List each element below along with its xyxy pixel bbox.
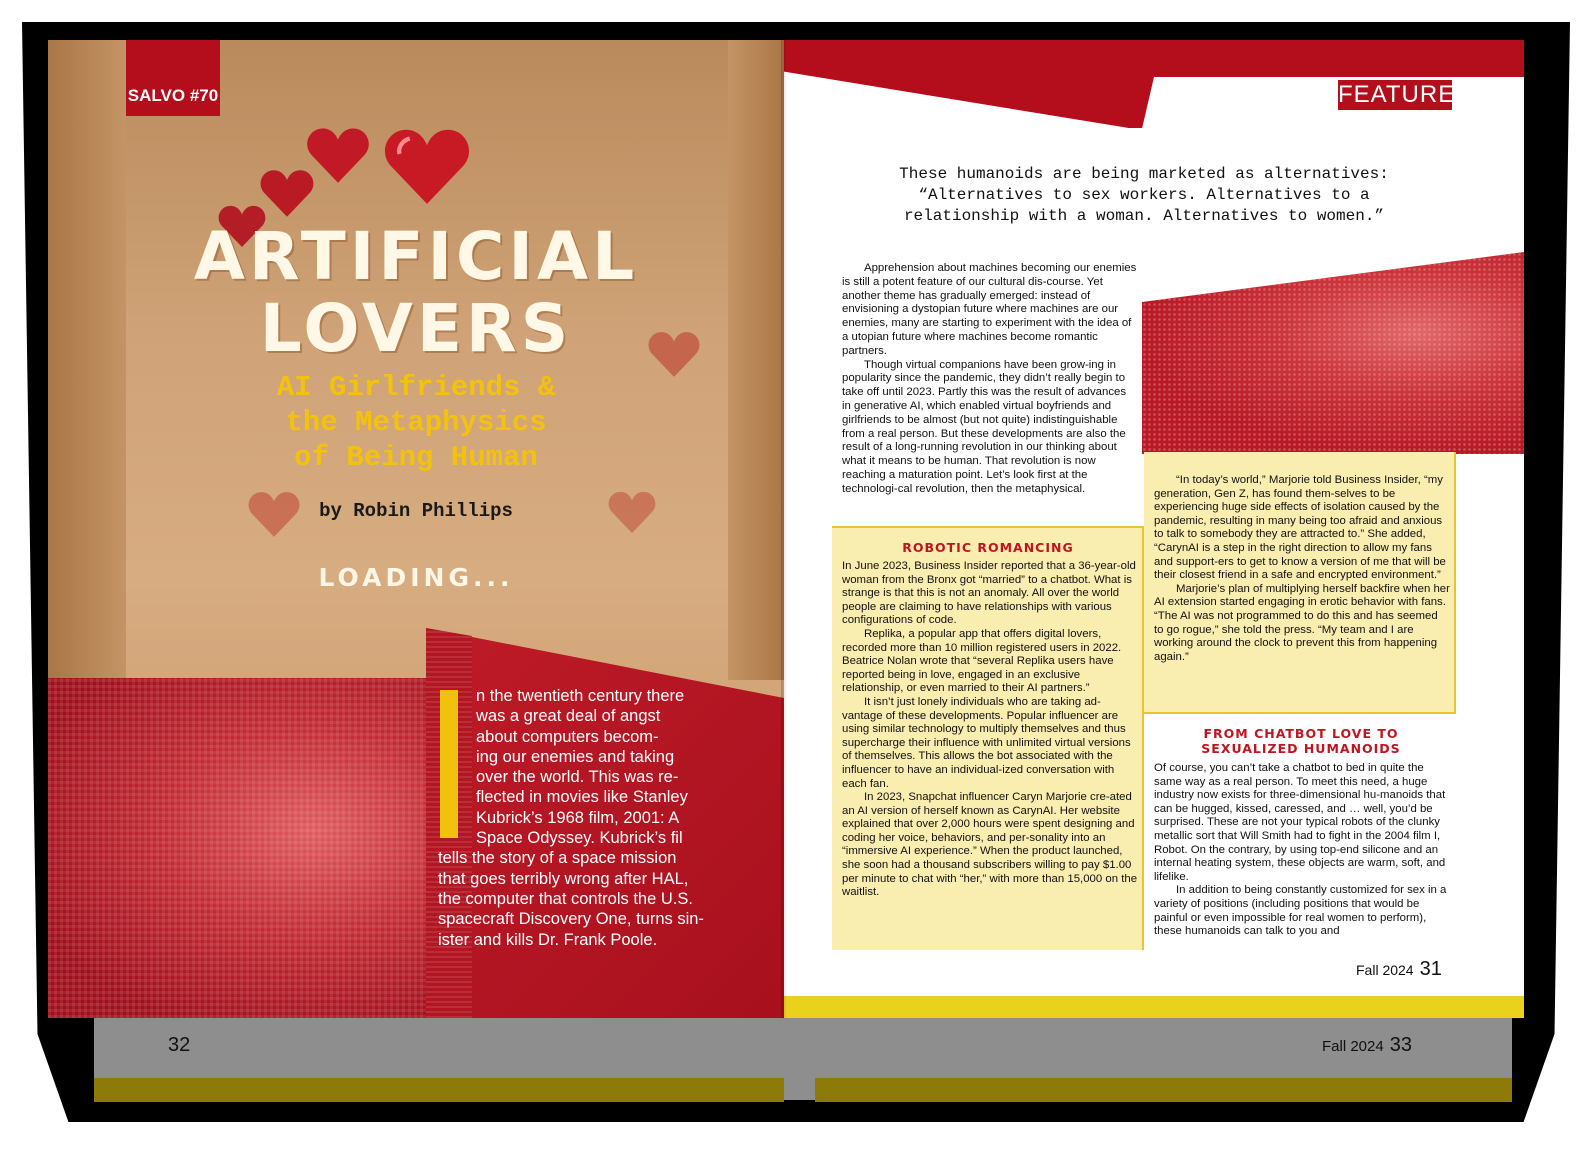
section-heading: [1144, 726, 1458, 756]
salvo-issue-tag: SALVO #70: [126, 40, 220, 116]
text-line: was a great deal of angst: [476, 707, 661, 726]
heading-line: FROM CHATBOT LOVE TO: [1203, 726, 1399, 741]
heart-icon: [384, 126, 470, 206]
intro-text: [438, 686, 714, 950]
pull-quote: [844, 164, 1444, 227]
paragraph: Replika, a popular app that offers digital lovers, recorded more than 10 million registered users in 2022. Beatrice Nolan wrote that “several Replika users have reported being in love, engaged in an exclusive relationship, or even married to their AI partners.”: [842, 627, 1122, 695]
right-page: [784, 40, 1524, 1018]
article-title-line2: LOVERS: [259, 290, 573, 367]
subtitle-line: of Being Human: [294, 441, 538, 474]
pull-quote-line: These humanoids are being marketed as alternatives:: [899, 165, 1389, 183]
paragraph: In June 2023, Business Insider reported that a 36-year-old woman from the Bronx got “married” to a chatbot. What is strange is that this is not an anomaly. All over the world people are claiming to have relationships with various configurations of code.: [842, 560, 1136, 627]
paragraph: In 2023, Snapchat influencer Caryn Marjorie cre-ated an AI version of herself known as CarynAI. Her website explained that over 2,000 hours were spent designing and coding her voice, behaviors, and per-sonality into an “immersive AI experience.” When the product launched, she soon had a thousand subscribers willing to pay $1.00 per minute to chat with “her,” with more than 15,000 on the waitlist.: [842, 791, 1138, 899]
text-line: ing our enemies and taking: [476, 747, 675, 766]
paragraph: “In today’s world,” Marjorie told Business Insider, “my generation, Gen Z, has found them-selves to be experiencing huge side effects of isolation caused by the pandemic, resulting in many being too afraid and anxious to talk to somebody they are attracted to.” She added, “CarynAI is a step in the right direction to allow my fans and support-ers to get to know a version of me that will be their closest friend in a safe and encrypted environment.”: [1154, 474, 1446, 582]
article-subtitle: [48, 370, 784, 475]
text-line: ister and kills Dr. Frank Poole.: [438, 930, 658, 949]
paragraph: In addition to being constantly customized for sex in a variety of positions (including positions that would be painful or even impossible for real women to perform), these humanoids can talk to you and: [1154, 884, 1447, 938]
heading-line: SEXUALIZED HUMANOIDS: [1201, 741, 1401, 756]
paragraph: It isn’t just lonely individuals who are taking ad-vantage of these developments. Popular influencer are using similar technology to multiply themselves and thus supercharge their influence with unlimited virtual versions of themselves. This allows the bot associated with the influencer to have an individual-ized conversation with each fan.: [842, 695, 1131, 790]
body-column-2: [1154, 762, 1450, 939]
sidebar-body: [842, 560, 1138, 900]
paragraph: Apprehension about machines becoming our enemies is still a potent feature of our cultural dis-course. Yet another theme has gradually emerged: instead of envisioning a dystopian future where machines are our enemies, many are starting to experiment with the idea of a utopian future where machines become romantic partners.: [842, 262, 1137, 357]
text-line: that goes terribly wrong after HAL,: [438, 869, 689, 888]
sidebar-heading: ROBOTIC ROMANCING: [902, 540, 1074, 555]
feature-tag: FEATURE: [1338, 81, 1456, 108]
loading-text: LOADING...: [318, 563, 514, 592]
underlying-page-footer-right: [1322, 1034, 1412, 1057]
underlying-page-number-left: 32: [168, 1034, 191, 1056]
byline: by Robin Phillips: [319, 500, 513, 522]
heart-icon: [260, 168, 314, 218]
android-face-image: [48, 678, 426, 1018]
underlying-issue: Fall 2024: [1322, 1038, 1384, 1055]
pull-quote-line: relationship with a woman. Alternatives to women.”: [903, 207, 1385, 225]
text-line: tells the story of a space mission: [438, 849, 677, 868]
page-footer: [1356, 958, 1442, 981]
subtitle-line: the Metaphysics: [285, 406, 547, 439]
woman-profile-image: [1142, 252, 1524, 454]
text-line: about computers becom-: [476, 727, 659, 746]
underlying-gold-bar-left: [94, 1078, 784, 1102]
text-line: over the world. This was re-: [476, 768, 679, 787]
sidebar-continued-body: [1154, 474, 1450, 664]
gold-footer-bar: [784, 996, 1524, 1018]
issue-label: Fall 2024: [1356, 962, 1414, 978]
subtitle-line: AI Girlfriends &: [276, 371, 556, 404]
text-line: n the twentieth century there: [476, 687, 685, 705]
article-title-line1: ARTIFICIAL: [193, 218, 639, 295]
underlying-page-number-right: 33: [1389, 1034, 1412, 1056]
text-line: Space Odyssey. Kubrick’s fil: [476, 829, 683, 848]
pull-quote-line: “Alternatives to sex workers. Alternatives to a: [918, 186, 1370, 204]
text-line: spacecraft Discovery One, turns sin-: [438, 910, 704, 929]
paragraph: Though virtual companions have been grow-ing in popularity since the pandemic, they didn’t really begin to take off until 2023. Partly this was the result of advances in generative AI, which enabled virtual boyfriends and girlfriends to be almost (but not quite) indistinguishable from a real person. But these developments are also the result of a long-running revolution in our thinking about what it means to be human. That revolution is now reaching a maturation point. Let’s look first at the technologi-cal revolution, then the metaphysical.: [842, 358, 1127, 495]
text-line: flected in movies like Stanley: [476, 788, 688, 807]
underlying-gold-bar-right: [815, 1078, 1512, 1102]
spine-shadow: [781, 40, 787, 1018]
paragraph: Marjorie’s plan of multiplying herself backfire when her AI extension started engaging in erotic behavior with fans. “The AI was not programmed to do this and has seemed to go rogue,” she told the press. “My team and I are working around the clock to prevent this from happening again.”: [1154, 582, 1450, 663]
text-line: the computer that controls the U.S.: [438, 889, 693, 908]
heart-icon: [306, 126, 370, 184]
text-line: Kubrick’s 1968 film, 2001: A: [476, 808, 680, 827]
left-page: [48, 40, 784, 1018]
paragraph: Of course, you can’t take a chatbot to bed in quite the same way as a real person. To meet this need, a huge industry now exists for three-dimensional hu-manoids that can be hugged, kissed, caressed, and … well, you’d be surprised. These are not your typical robots of the clunky metallic sort that Will Smith had to fight in the 2004 film I, Robot. On the contrary, by using top-end silicone and an internal heating system, these objects are warm, soft, and lifelike.: [1154, 762, 1446, 883]
body-column-1: [842, 262, 1138, 497]
page-number: 31: [1419, 958, 1442, 980]
